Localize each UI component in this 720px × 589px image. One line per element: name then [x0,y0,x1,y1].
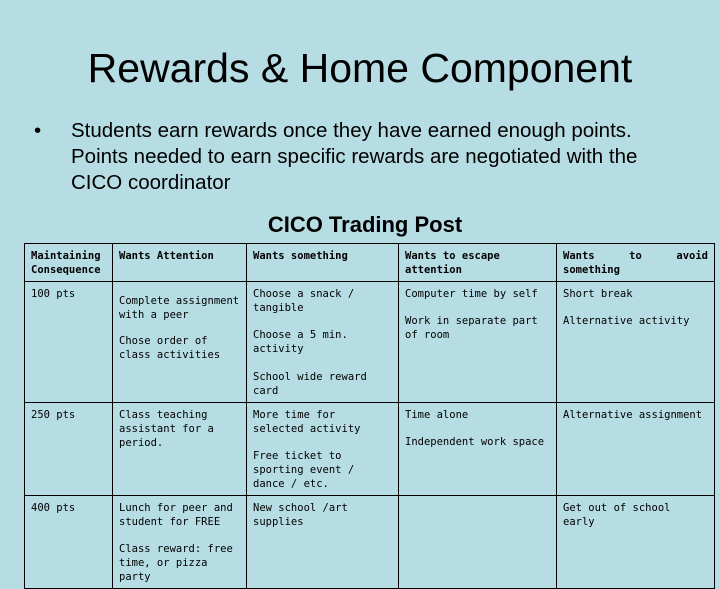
header-avoid-second-line: something [563,264,620,276]
avoid-cell [557,496,715,589]
slide-title: Rewards & Home Component [87,45,633,91]
escape-cell [399,403,557,496]
reward-item: Lunch for peer and student for FREE [119,502,233,528]
header-wants-avoid [557,244,715,282]
reward-item: Time alone [405,409,469,421]
escape-cell [399,282,557,403]
something-cell [247,403,399,496]
header-avoid-word: Wants [563,250,595,262]
table-row [25,496,715,589]
reward-item: Choose a snack / tangible [253,288,355,314]
reward-item: Short break [563,288,633,300]
reward-item: Free ticket to sporting event / dance / etc. [253,450,355,490]
header-wants-something: Wants something [247,244,399,282]
header-maintaining-consequence: Maintaining Consequence [25,244,113,282]
avoid-cell [557,282,715,403]
reward-item: Class teaching assistant for a period. [119,409,214,449]
reward-item: Chose order of class activities [119,335,221,361]
reward-item: New school /art supplies [253,502,348,528]
reward-item: Independent work space [405,436,545,448]
points-cell: 400 pts [25,496,113,589]
points-cell: 100 pts [25,282,113,403]
bullet-text: Students earn rewards once they have earned enough points. Points needed to earn specific rewards are negotiated with the CICO coordinator [71,119,638,194]
reward-item: Alternative assignment [563,409,703,421]
table-title: CICO Trading Post [267,212,463,237]
header-wants-attention: Wants Attention [113,244,247,282]
reward-item: More time for selected activity [253,409,361,435]
trading-post-table [24,243,715,589]
bullet-icon: • [34,119,42,142]
something-cell [247,496,399,589]
reward-item: Complete assignment with a peer [119,295,240,321]
escape-cell [399,496,557,589]
attention-cell [113,403,247,496]
header-wants-escape: Wants to escape attention [399,244,557,282]
attention-cell [113,496,247,589]
reward-item: Get out of school early [563,502,671,528]
avoid-cell [557,403,715,496]
reward-item: Work in separate part of room [405,315,538,341]
reward-item: Computer time by self [405,288,538,300]
bullet-point [34,118,674,196]
something-cell [247,282,399,403]
reward-item: Class reward: free time, or pizza party [119,543,233,583]
header-avoid-word: to [629,250,642,262]
reward-item: Choose a 5 min. activity [253,329,348,355]
reward-item: Alternative activity [563,315,690,327]
points-cell: 250 pts [25,403,113,496]
table-header-row [25,244,715,282]
reward-item: School wide reward card [253,371,367,397]
header-avoid-word: avoid [676,250,708,262]
attention-cell [113,282,247,403]
table-row [25,403,715,496]
table-row [25,282,715,403]
